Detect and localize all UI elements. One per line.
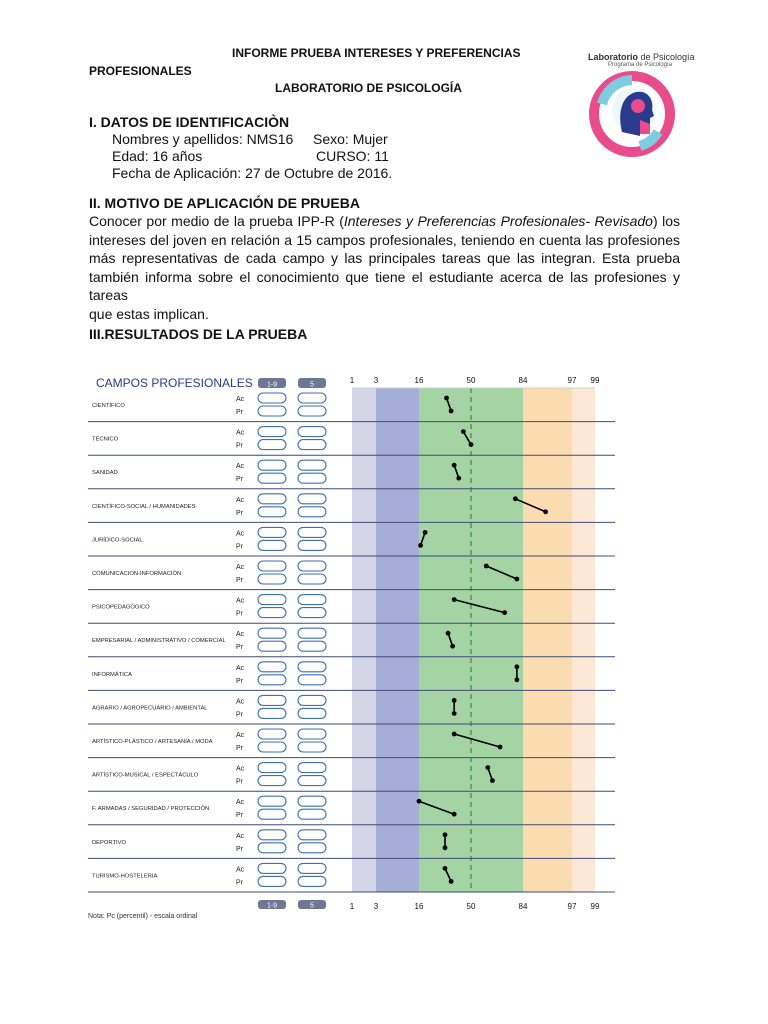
pr-point (456, 476, 461, 481)
motive-line-3: más representativas de cada campo y las principales tareas que las integran. Esta prueba (89, 250, 680, 266)
score-field (258, 641, 286, 651)
score-field (298, 427, 326, 437)
score-field (298, 742, 326, 752)
professional-fields-chart (88, 366, 618, 920)
row-label-ac: Ac (236, 396, 245, 403)
section-heading-results: III.RESULTADOS DE LA PRUEBA (89, 326, 308, 342)
score-field (298, 540, 326, 550)
field-label: F. ARMADAS / SEGURIDAD / PROTECCIÓN (92, 806, 210, 813)
pr-point (418, 543, 423, 548)
score-field (298, 809, 326, 819)
row-label-ac: Ac (236, 866, 245, 874)
field-label: PSICOPEDAGÓGICO (92, 604, 150, 611)
score-field (298, 843, 326, 853)
score-field (298, 863, 326, 873)
row-label-pr: Pr (236, 610, 243, 618)
pr-point (450, 644, 455, 649)
score-field (258, 406, 286, 416)
row-label-ac: Ac (236, 564, 245, 571)
report-title-line2: PROFESIONALES (89, 64, 192, 78)
score-field (298, 662, 326, 672)
lab-logo-subtitle: Programa de Psicología (608, 62, 673, 68)
percentile-band (572, 388, 595, 892)
ac-point (452, 732, 457, 737)
ac-point (444, 396, 449, 401)
chart-footnote: Nota: Pc (percentil) - escala ordinal (88, 913, 198, 920)
score-field (258, 595, 286, 605)
x-tick-label-bottom: 97 (567, 902, 577, 911)
head-silhouette-icon (588, 70, 684, 160)
score-field (258, 561, 286, 571)
field-label: JURÍDICO-SOCIAL (92, 537, 143, 544)
header-button-label: 1-9 (266, 381, 278, 389)
score-field (298, 675, 326, 685)
pr-point (443, 845, 448, 850)
field-label: TURISMO-HOSTELERIA (92, 873, 158, 880)
row-label-ac: Ac (236, 799, 245, 807)
age-field: Edad: 16 años (112, 148, 203, 164)
score-field (298, 876, 326, 886)
score-field (258, 460, 286, 470)
score-field (298, 776, 326, 786)
row-label-ac: Ac (236, 496, 245, 504)
score-field (298, 393, 326, 403)
sex-field: Sexo: Mujer (313, 131, 388, 147)
motive-paragraph (89, 212, 680, 323)
row-label-ac: Ac (236, 429, 245, 437)
ac-point (485, 765, 490, 770)
row-label-ac: Ac (236, 698, 245, 706)
row-label-pr: Pr (236, 778, 243, 786)
pr-point (469, 442, 474, 447)
x-tick-label-bottom: 99 (590, 902, 600, 911)
row-label-pr: Pr (236, 476, 243, 484)
row-label-ac: Ac (236, 732, 245, 739)
score-field (258, 695, 286, 705)
ac-point (452, 463, 457, 468)
score-field (298, 830, 326, 840)
ac-point (514, 664, 519, 669)
percentile-band (376, 388, 419, 892)
score-field (298, 473, 326, 483)
field-label: DEPORTIVO (92, 839, 127, 846)
lab-logo-title (588, 52, 695, 62)
row-label-pr: Pr (236, 879, 243, 887)
row-label-ac: Ac (236, 597, 245, 605)
motive-test-name: Intereses y Preferencias Profesionales- Revisado (343, 213, 653, 229)
score-field (258, 540, 286, 550)
report-subtitle: LABORATORIO DE PSICOLOGÍA (275, 81, 462, 95)
chart-right-margin (595, 388, 615, 892)
header-button-label: 5 (310, 381, 314, 389)
score-field (258, 763, 286, 773)
score-field (258, 830, 286, 840)
field-label: SANIDAD (92, 470, 118, 477)
row-label-pr: Pr (236, 711, 243, 719)
score-field (298, 708, 326, 718)
x-tick-label-top: 16 (414, 376, 424, 385)
row-label-pr: Pr (236, 845, 243, 853)
x-tick-label-bottom: 1 (349, 902, 355, 911)
score-field (258, 574, 286, 584)
score-field (258, 527, 286, 537)
ac-point (484, 564, 489, 569)
row-label-pr: Pr (236, 677, 243, 685)
score-field (298, 494, 326, 504)
score-field (258, 608, 286, 618)
score-field (298, 507, 326, 517)
score-field (298, 574, 326, 584)
score-field (298, 406, 326, 416)
x-tick-label-bottom: 3 (373, 902, 379, 911)
lab-logo-title-rest: de Psicología (638, 52, 695, 62)
ac-point (417, 799, 422, 804)
score-field (298, 628, 326, 638)
section-heading-motive: II. MOTIVO DE APLICACIÓN DE PRUEBA (89, 195, 360, 211)
score-field (258, 843, 286, 853)
score-field (298, 595, 326, 605)
x-tick-label-top: 3 (373, 376, 379, 385)
pr-point (514, 577, 519, 582)
pr-point (452, 812, 457, 817)
field-label: INFORMÁTICA (92, 671, 132, 678)
score-field (258, 742, 286, 752)
ac-point (423, 530, 428, 535)
x-tick-label-top: 50 (466, 376, 476, 385)
score-field (258, 507, 286, 517)
x-tick-label-top: 97 (567, 376, 577, 385)
score-field (258, 708, 286, 718)
field-label: COMUNICACION-INFORMACIÓN (92, 571, 182, 577)
row-label-pr: Pr (236, 442, 243, 450)
score-field (298, 460, 326, 470)
row-label-pr: Pr (236, 745, 243, 752)
pr-point (490, 778, 495, 783)
score-field (298, 561, 326, 571)
row-label-ac: Ac (236, 530, 245, 538)
score-field (298, 527, 326, 537)
score-field (258, 729, 286, 739)
ac-point (513, 496, 518, 501)
row-label-pr: Pr (236, 577, 243, 584)
field-label: ARTÍSTICO-MUSICAL / ESPECTÁCULO (92, 772, 199, 779)
row-label-ac: Ac (236, 463, 245, 471)
score-field (298, 641, 326, 651)
motive-text-a: Conocer por medio de la prueba IPP-R ( (89, 213, 344, 229)
field-label: CIENTÍFICO-SOCIAL / HUMANIDADES (92, 503, 196, 510)
application-date-field: Fecha de Aplicación: 27 de Octubre de 2016. (112, 165, 393, 181)
chart-title: CAMPOS PROFESIONALES (96, 376, 253, 390)
motive-line-1 (89, 212, 680, 231)
row-label-ac: Ac (236, 664, 245, 672)
footer-button-label: 1-9 (266, 902, 278, 910)
pr-point (502, 610, 507, 615)
score-field (258, 809, 286, 819)
score-field (258, 662, 286, 672)
score-field (258, 473, 286, 483)
x-tick-label-bottom: 84 (518, 902, 528, 911)
row-label-ac: Ac (236, 765, 245, 773)
score-field (258, 776, 286, 786)
ac-point (443, 832, 448, 837)
lab-logo-title-bold: Laboratorio (588, 52, 639, 62)
score-field (258, 440, 286, 450)
score-field (258, 628, 286, 638)
percentile-band (523, 388, 572, 892)
report-title-line1: INFORME PRUEBA INTERESES Y PREFERENCIAS (232, 46, 521, 60)
row-label-ac: Ac (236, 631, 245, 639)
field-label: ARTÍSTICO-PLÁSTICO / ARTESANÍA / MODA (92, 739, 213, 745)
row-label-pr: Pr (236, 509, 243, 517)
row-label-ac: Ac (236, 832, 245, 840)
field-label: TÉCNICO (92, 436, 119, 443)
score-field (258, 675, 286, 685)
ac-point (452, 698, 457, 703)
score-field (298, 608, 326, 618)
score-field (298, 695, 326, 705)
ac-point (461, 429, 466, 434)
pr-point (543, 509, 548, 514)
ac-point (446, 631, 451, 636)
x-tick-label-top: 1 (349, 376, 355, 385)
score-field (298, 729, 326, 739)
x-tick-label-top: 84 (518, 376, 528, 385)
x-tick-label-bottom: 50 (466, 902, 476, 911)
pr-point (449, 879, 454, 884)
ac-point (452, 597, 457, 602)
x-tick-label-bottom: 16 (414, 902, 424, 911)
score-field (258, 427, 286, 437)
row-label-pr: Pr (236, 543, 243, 551)
field-label: CIENTÍFICO (92, 403, 125, 409)
name-field: Nombres y apellidos: NMS16 (112, 131, 294, 147)
percentile-band (352, 388, 376, 892)
field-label: AGRARIO / AGROPECUARIO / AMBIENTAL (92, 705, 208, 712)
pr-point (449, 409, 454, 414)
motive-text-b: ) los (652, 213, 681, 229)
score-field (298, 763, 326, 773)
score-field (258, 876, 286, 886)
x-tick-label-top: 99 (590, 376, 600, 385)
score-field (298, 796, 326, 806)
score-field (258, 796, 286, 806)
pr-point (514, 677, 519, 682)
motive-line-2: intereses del joven en relación a 15 campos profesionales, teniendo en cuenta las profesiones (89, 231, 680, 248)
field-label: EMPRESARIAL / ADMINISTRATIVO / COMERCIAL (92, 638, 226, 645)
row-label-pr: Pr (236, 409, 243, 416)
row-label-pr: Pr (236, 644, 243, 652)
motive-line-4: también informa sobre el conocimiento que tiene el estudiante acerca de las profesiones y tareas (89, 268, 680, 303)
ac-point (443, 866, 448, 871)
score-field (298, 440, 326, 450)
course-field: CURSO: 11 (316, 148, 389, 164)
pr-point (498, 745, 503, 750)
footer-button-label: 5 (310, 902, 314, 910)
score-field (258, 863, 286, 873)
pr-point (452, 711, 457, 716)
motive-line-5: que estas implican. (89, 305, 209, 322)
lab-logo (588, 52, 695, 160)
score-field (258, 494, 286, 504)
row-label-pr: Pr (236, 812, 243, 820)
section-heading-identification: I. DATOS DE IDENTIFICACIÒN (89, 114, 290, 130)
score-field (258, 393, 286, 403)
